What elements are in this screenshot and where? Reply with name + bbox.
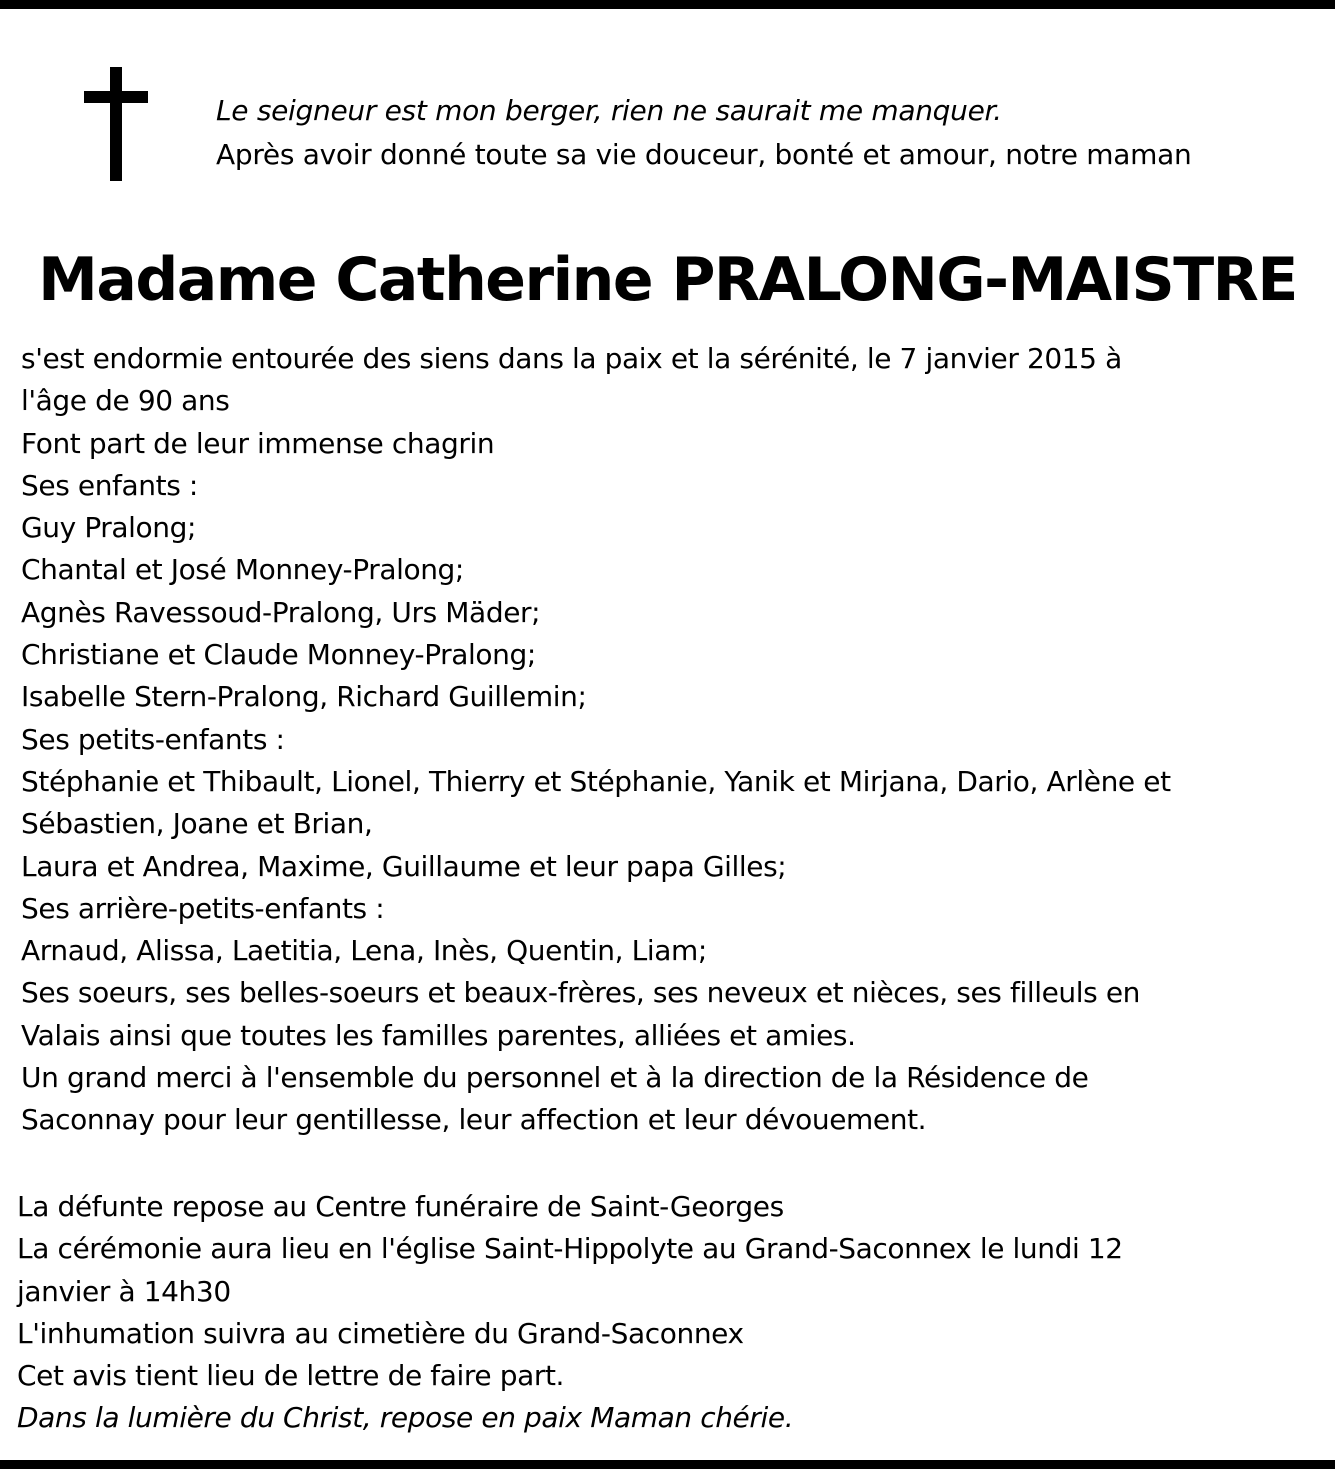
intro-verse: Le seigneur est mon berger, rien ne saurait me manquer.: [216, 94, 1002, 127]
announcement-line: Saconnay pour leur gentillesse, leur affection et leur dévouement.: [21, 1103, 927, 1137]
announcement-line: Ses soeurs, ses belles-soeurs et beaux-frères, ses neveux et nièces, ses filleuls en: [21, 976, 1140, 1010]
announcement-line: Agnès Ravessoud-Pralong, Urs Mäder;: [21, 595, 541, 629]
announcement-line: Laura et Andrea, Maxime, Guillaume et leur papa Gilles;: [21, 849, 787, 883]
deceased-name: Madame Catherine PRALONG-MAISTRE: [38, 245, 1297, 315]
announcement-line: Ses petits-enfants :: [21, 722, 285, 756]
ceremony-block: [17, 1186, 1322, 1440]
ceremony-line: La cérémonie aura lieu en l'église Saint-Hippolyte au Grand-Saconnex le lundi 12: [17, 1232, 1123, 1266]
cross-icon: [84, 67, 148, 181]
intro-line: Après avoir donné toute sa vie douceur, bonté et amour, notre maman: [216, 138, 1192, 171]
top-border-rule: [0, 0, 1335, 9]
bottom-border-rule: [0, 1460, 1335, 1469]
announcement-line: s'est endormie entourée des siens dans la paix et la sérénité, le 7 janvier 2015 à: [21, 342, 1122, 375]
announcement-line: Christiane et Claude Monney-Pralong;: [21, 638, 536, 672]
intro-block: [216, 89, 1326, 177]
announcement-line: Un grand merci à l'ensemble du personnel et à la direction de la Résidence de: [21, 1061, 1089, 1095]
announcement-line: l'âge de 90 ans: [21, 384, 230, 418]
ceremony-line: janvier à 14h30: [17, 1274, 231, 1308]
announcement-line: Sébastien, Joane et Brian,: [21, 807, 373, 841]
announcement-body: [21, 338, 1326, 1142]
announcement-line: Arnaud, Alissa, Laetitia, Lena, Inès, Quentin, Liam;: [21, 934, 707, 968]
ceremony-line: La défunte repose au Centre funéraire de Saint-Georges: [17, 1190, 784, 1223]
ceremony-line: Cet avis tient lieu de lettre de faire part.: [17, 1359, 565, 1393]
announcement-line: Ses enfants :: [21, 468, 198, 502]
closing-line: Dans la lumière du Christ, repose en paix Maman chérie.: [17, 1401, 794, 1435]
announcement-line: Isabelle Stern-Pralong, Richard Guillemin;: [21, 680, 587, 714]
ceremony-line: L'inhumation suivra au cimetière du Grand-Saconnex: [17, 1316, 744, 1350]
announcement-line: Chantal et José Monney-Pralong;: [21, 553, 464, 587]
announcement-line: Font part de leur immense chagrin: [21, 426, 495, 460]
announcement-line: Guy Pralong;: [21, 511, 197, 545]
announcement-line: Stéphanie et Thibault, Lionel, Thierry et Stéphanie, Yanik et Mirjana, Dario, Arlène et: [21, 764, 1171, 798]
announcement-line: Ses arrière-petits-enfants :: [21, 891, 385, 925]
announcement-line: Valais ainsi que toutes les familles parentes, alliées et amies.: [21, 1018, 856, 1052]
